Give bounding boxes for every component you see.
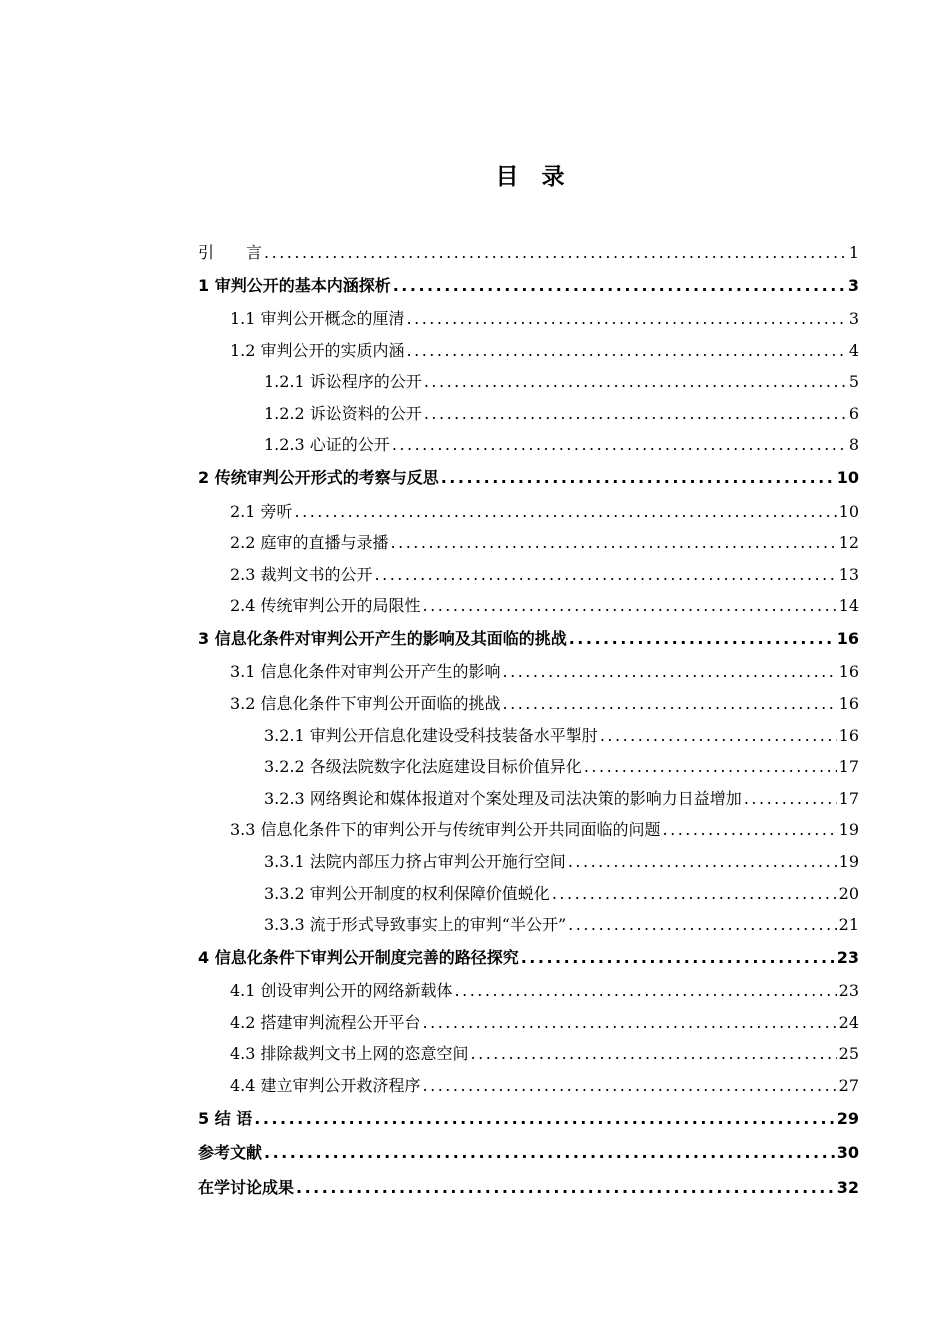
toc-entry[interactable] xyxy=(198,269,859,304)
dot-leader xyxy=(503,688,837,720)
dot-leader xyxy=(375,559,837,591)
toc-entry-page-number: 12 xyxy=(838,533,859,553)
toc-entry[interactable] xyxy=(198,527,859,559)
dot-leader xyxy=(393,269,846,304)
toc-entry[interactable] xyxy=(198,814,859,846)
toc-entry[interactable] xyxy=(198,846,859,878)
toc-entry-label: 参考文献 xyxy=(198,1143,263,1163)
toc-entry-label: 1 审判公开的基本内涵探析 xyxy=(198,275,391,295)
dot-leader xyxy=(584,751,837,783)
toc-entry-page-number: 10 xyxy=(836,468,859,488)
dot-leader xyxy=(391,527,837,559)
toc-entry[interactable] xyxy=(198,335,859,367)
toc-entry-page-number: 24 xyxy=(838,1012,859,1032)
dot-leader xyxy=(568,909,836,941)
dot-leader xyxy=(424,398,847,430)
toc-entry-label: 引 言 xyxy=(198,243,263,262)
toc-entry-label: 4.4 建立审判公开救济程序 xyxy=(230,1076,421,1096)
toc-entry-label: 3.2.3 网络舆论和媒体报道对个案处理及司法决策的影响力日益增加 xyxy=(264,788,742,808)
toc-entry-label: 在学讨论成果 xyxy=(198,1177,295,1197)
toc-entry-label: 2.1 旁听 xyxy=(230,501,293,521)
toc-entry-label: 4.2 搭建审判流程公开平台 xyxy=(230,1012,421,1032)
toc-entry-page-number: 17 xyxy=(838,757,859,777)
toc-entry-label: 3.3.2 审判公开制度的权利保障价值蜕化 xyxy=(264,883,550,903)
toc-entry[interactable] xyxy=(198,751,859,783)
toc-entry-page-number: 30 xyxy=(836,1143,859,1163)
toc-entry-label: 1.2 审判公开的实质内涵 xyxy=(230,340,405,360)
dot-leader xyxy=(663,814,837,846)
dot-leader xyxy=(568,846,837,878)
toc-entry[interactable] xyxy=(198,622,859,657)
toc-entry-label: 2.3 裁判文书的公开 xyxy=(230,564,373,584)
dot-leader xyxy=(471,1038,837,1070)
page-title: 目 录 xyxy=(495,164,565,190)
dot-leader xyxy=(521,941,835,976)
toc-entry-page-number: 16 xyxy=(838,662,859,682)
toc-entry[interactable] xyxy=(198,941,859,976)
toc-entry-page-number: 20 xyxy=(838,883,859,903)
toc-entry[interactable] xyxy=(198,1102,859,1137)
toc-entry[interactable] xyxy=(198,909,859,941)
dot-leader xyxy=(423,590,837,622)
toc-entry-label: 2.4 传统审判公开的局限性 xyxy=(230,596,421,616)
toc-entry[interactable] xyxy=(198,1136,859,1171)
toc-entry-page-number: 32 xyxy=(836,1177,859,1197)
toc-entry-page-number: 6 xyxy=(848,403,859,423)
toc-entry-label: 3.3 信息化条件下的审判公开与传统审判公开共同面临的问题 xyxy=(230,820,661,840)
toc-entry[interactable] xyxy=(198,303,859,335)
toc-entry-page-number: 4 xyxy=(848,340,859,360)
toc-entry-page-number: 13 xyxy=(838,564,859,584)
toc-entry-label: 3.3.3 流于形式导致事实上的审判“半公开” xyxy=(264,915,567,935)
toc-entry-page-number: 8 xyxy=(848,435,859,455)
toc-entry-page-number: 27 xyxy=(838,1076,859,1096)
toc-entry-page-number: 16 xyxy=(836,628,859,648)
toc-entry-page-number: 23 xyxy=(838,981,859,1001)
toc-entry[interactable] xyxy=(198,1171,859,1206)
dot-leader xyxy=(295,496,837,528)
toc-entry[interactable] xyxy=(198,1007,859,1039)
toc-entry-page-number: 21 xyxy=(838,915,859,935)
dot-leader xyxy=(392,429,847,461)
dot-leader xyxy=(424,366,847,398)
dot-leader xyxy=(744,783,837,815)
dot-leader xyxy=(600,720,837,752)
dot-leader xyxy=(552,878,837,910)
toc-entry[interactable] xyxy=(198,461,859,496)
toc-entry-label: 3.2.1 审判公开信息化建设受科技装备水平掣肘 xyxy=(264,725,598,745)
toc-entry-label: 2 传统审判公开形式的考察与反思 xyxy=(198,468,439,488)
dot-leader xyxy=(264,1136,835,1171)
dot-leader xyxy=(264,237,847,269)
toc-entry-page-number: 10 xyxy=(838,501,859,521)
toc-entry-label: 1.2.3 心证的公开 xyxy=(264,435,390,455)
toc-entry[interactable] xyxy=(198,398,859,430)
toc-entry-page-number: 29 xyxy=(836,1108,859,1128)
toc-entry-page-number: 3 xyxy=(847,275,859,295)
toc-entry-page-number: 17 xyxy=(838,788,859,808)
toc-entry-page-number: 3 xyxy=(848,309,859,329)
toc-entry[interactable] xyxy=(198,366,859,398)
dot-leader xyxy=(423,1007,837,1039)
toc-entry-page-number: 25 xyxy=(838,1044,859,1064)
toc-entry[interactable] xyxy=(198,975,859,1007)
toc-entry-label: 1.2.1 诉讼程序的公开 xyxy=(264,372,422,392)
toc-entry[interactable] xyxy=(198,720,859,752)
toc-entry-label: 3.2.2 各级法院数字化法庭建设目标价值异化 xyxy=(264,757,582,777)
toc-entry-label: 5 结 语 xyxy=(198,1108,253,1128)
table-of-contents xyxy=(198,237,859,1205)
toc-entry[interactable] xyxy=(198,878,859,910)
toc-entry-page-number: 5 xyxy=(848,372,859,392)
toc-entry[interactable] xyxy=(198,783,859,815)
dot-leader xyxy=(254,1102,834,1137)
toc-entry-label: 4.3 排除裁判文书上网的恣意空间 xyxy=(230,1044,469,1064)
toc-entry[interactable] xyxy=(198,1070,859,1102)
dot-leader xyxy=(569,622,835,657)
toc-entry[interactable] xyxy=(198,1038,859,1070)
dot-leader xyxy=(296,1171,835,1206)
toc-entry[interactable] xyxy=(198,496,859,528)
toc-entry[interactable] xyxy=(198,237,859,269)
toc-entry-page-number: 16 xyxy=(838,725,859,745)
toc-entry-label: 3.2 信息化条件下审判公开面临的挑战 xyxy=(230,694,501,714)
toc-entry[interactable] xyxy=(198,559,859,591)
toc-entry[interactable] xyxy=(198,429,859,461)
toc-entry-page-number: 14 xyxy=(838,596,859,616)
toc-entry-label: 2.2 庭审的直播与录播 xyxy=(230,533,389,553)
toc-entry-label: 1.2.2 诉讼资料的公开 xyxy=(264,403,422,423)
toc-entry-page-number: 19 xyxy=(838,820,859,840)
toc-entry-page-number: 19 xyxy=(838,852,859,871)
toc-entry-label: 3.1 信息化条件对审判公开产生的影响 xyxy=(230,662,501,682)
toc-entry-label: 4 信息化条件下审判公开制度完善的路径探究 xyxy=(198,947,519,967)
dot-leader xyxy=(441,461,835,496)
toc-entry-label: 1.1 审判公开概念的厘清 xyxy=(230,309,405,329)
dot-leader xyxy=(455,975,837,1007)
dot-leader xyxy=(407,303,847,335)
toc-entry[interactable] xyxy=(198,688,859,720)
toc-entry-label: 3 信息化条件对审判公开产生的影响及其面临的挑战 xyxy=(198,628,567,648)
dot-leader xyxy=(407,335,847,367)
dot-leader xyxy=(423,1070,837,1102)
toc-entry-page-number: 1 xyxy=(848,243,859,262)
toc-entry-label: 3.3.1 法院内部压力挤占审判公开施行空间 xyxy=(264,852,566,871)
toc-entry-page-number: 23 xyxy=(836,947,859,967)
toc-entry-page-number: 16 xyxy=(838,694,859,714)
dot-leader xyxy=(503,656,837,688)
toc-entry-label: 4.1 创设审判公开的网络新载体 xyxy=(230,981,453,1001)
toc-entry[interactable] xyxy=(198,590,859,622)
toc-entry[interactable] xyxy=(198,656,859,688)
